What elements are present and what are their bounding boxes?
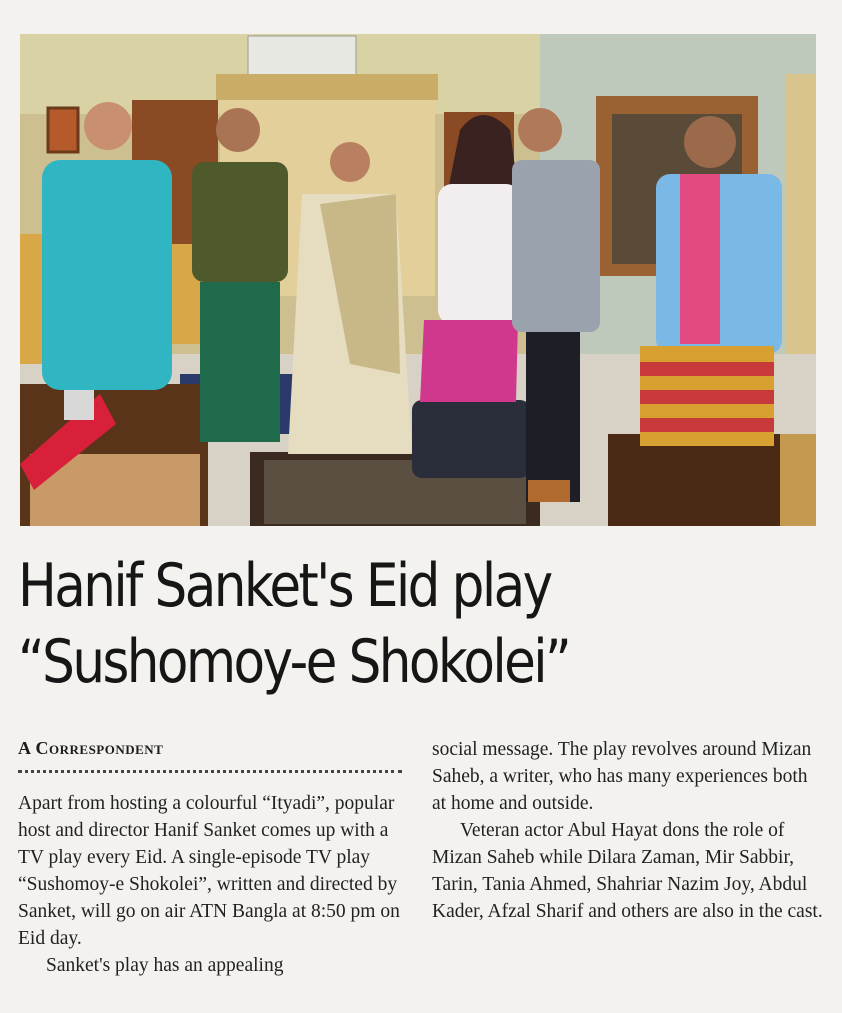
headline-line-2: “Sushomoy-e Shokolei” — [18, 627, 570, 697]
paragraph-intro: Apart from hosting a colourful “Ityadi”, popular host and director Hanif Sanket comes up with a TV play every Eid. A single-episode TV play “Sushomoy-e Shokolei”, written and directed by Sanket, will go on air ATN Bangla at 8:50 pm on Eid day. — [18, 793, 400, 949]
cast-photo — [20, 34, 816, 526]
article-column-1 — [18, 790, 410, 979]
headline — [18, 548, 706, 700]
byline-divider — [18, 770, 402, 773]
byline: A Correspondent — [18, 738, 164, 758]
headline-line-1: Hanif Sanket's Eid play — [18, 551, 551, 621]
article-column-2 — [432, 736, 824, 925]
paragraph-message-continued: social message. The play revolves around Mizan Saheb, a writer, who has many experiences both at home and outside. — [432, 739, 812, 814]
paragraph-message-start: Sanket's play has an appealing — [46, 955, 284, 976]
paragraph-cast: Veteran actor Abul Hayat dons the role of Mizan Saheb while Dilara Zaman, Mir Sabbir, Tarin, Tania Ahmed, Shahriar Nazim Joy, Abdul Kader, Afzal Sharif and others are also in the cast. — [432, 820, 823, 922]
